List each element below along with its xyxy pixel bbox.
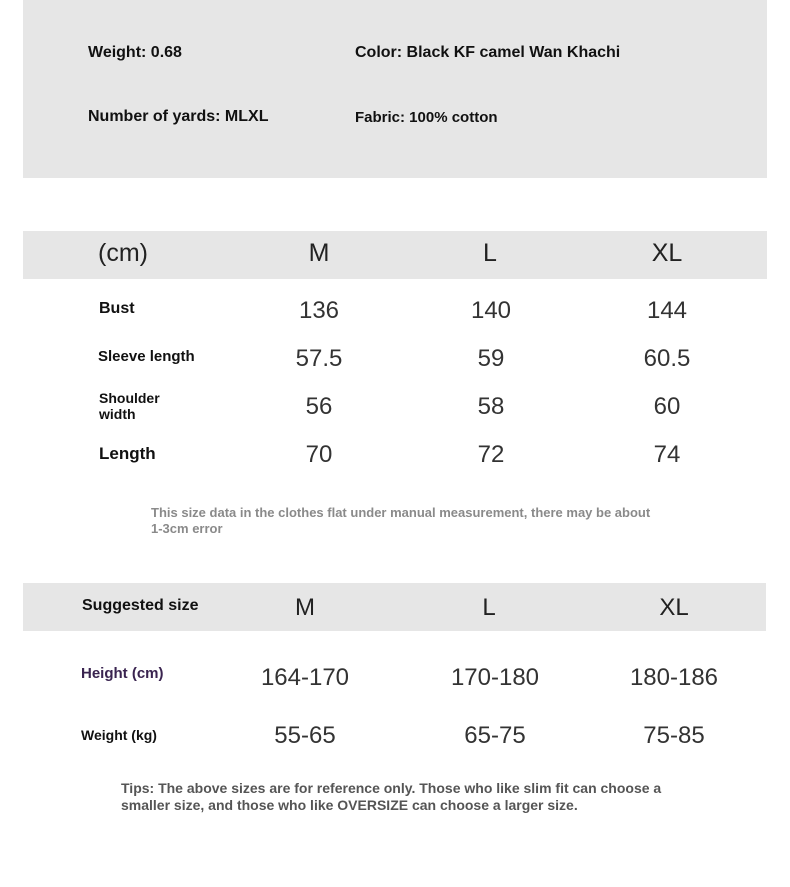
col-header-m: M xyxy=(308,239,330,267)
color-info: Color: Black KF camel Wan Khachi xyxy=(355,44,621,61)
table-cell: 60 xyxy=(653,393,681,420)
table-cell: 55-65 xyxy=(274,722,336,749)
suggest-col-l: L xyxy=(482,594,496,621)
suggest-col-xl: XL xyxy=(659,594,689,621)
table-cell: 60.5 xyxy=(643,345,691,372)
row-label-weight: Weight (kg) xyxy=(81,727,157,743)
measurement-note: This size data in the clothes flat under manual measurement, there may be about 1-3cm error xyxy=(151,505,651,536)
table-cell: 70 xyxy=(305,441,333,468)
table-cell: 164-170 xyxy=(260,664,350,691)
table-cell: 59 xyxy=(477,345,505,372)
table-cell: 75-85 xyxy=(643,722,705,749)
row-label-sleeve-length: Sleeve length xyxy=(98,348,195,365)
product-info-panel xyxy=(23,0,767,178)
table-cell: 136 xyxy=(298,297,340,324)
table-cell: 170-180 xyxy=(450,664,540,691)
table-cell: 180-186 xyxy=(629,664,719,691)
row-label-height: Height (cm) xyxy=(81,665,164,682)
table-cell: 140 xyxy=(470,297,512,324)
yards-info: Number of yards: MLXL xyxy=(88,108,269,125)
fabric-info: Fabric: 100% cotton xyxy=(355,109,498,126)
table-cell: 144 xyxy=(646,297,688,324)
table-cell: 72 xyxy=(477,441,505,468)
row-label-bust: Bust xyxy=(99,300,135,317)
table-cell: 65-75 xyxy=(464,722,526,749)
weight-info: Weight: 0.68 xyxy=(88,44,182,61)
col-header-xl: XL xyxy=(651,239,683,267)
table-cell: 57.5 xyxy=(295,345,343,372)
unit-header: (cm) xyxy=(98,239,148,267)
suggest-col-m: M xyxy=(295,594,315,621)
table-cell: 74 xyxy=(653,441,681,468)
row-label-length: Length xyxy=(99,444,156,463)
suggested-size-header: Suggested size xyxy=(82,597,199,614)
col-header-l: L xyxy=(483,239,497,267)
table-cell: 56 xyxy=(305,393,333,420)
row-label-shoulder-width: Shoulder width xyxy=(99,390,160,422)
table-cell: 58 xyxy=(477,393,505,420)
size-tips: Tips: The above sizes are for reference only. Those who like slim fit can choose a smaller size, and those who like OVERSIZE can choose a larger size. xyxy=(121,780,662,813)
